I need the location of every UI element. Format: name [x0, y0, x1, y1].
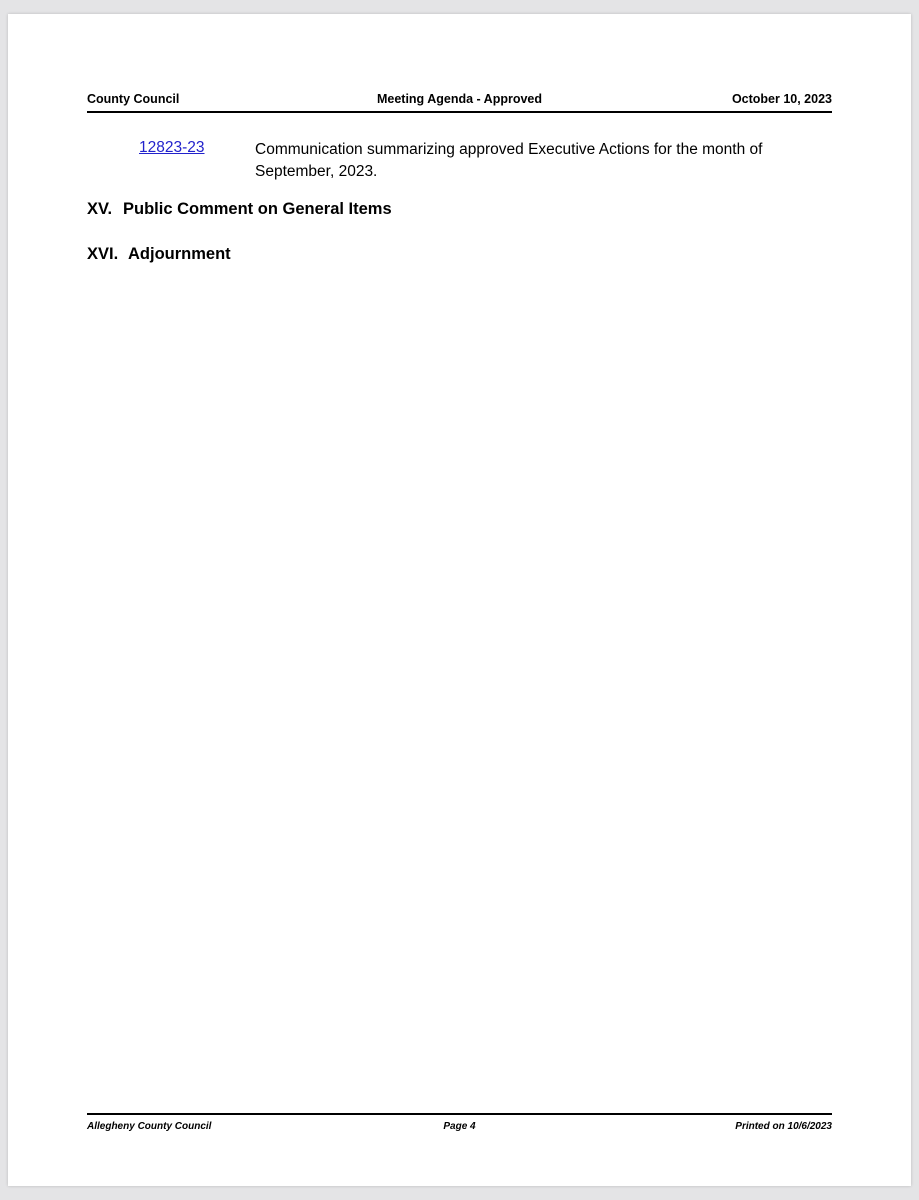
- document-page: [8, 14, 911, 1186]
- header-agenda-title: Meeting Agenda - Approved: [376, 92, 543, 106]
- header-council-name: County Council: [87, 92, 180, 106]
- header-meeting-date: October 10, 2023: [731, 92, 832, 106]
- file-number-link[interactable]: 12823-23: [139, 139, 205, 156]
- footer-organization: Allegheny County Council: [87, 1121, 212, 1132]
- item-description: Communication summarizing approved Executive Actions for the month of September, 2023.: [255, 141, 763, 180]
- page-header: [87, 92, 832, 112]
- section-public-comment: [87, 200, 392, 219]
- section-number: XV.: [87, 200, 113, 218]
- header-divider: [87, 111, 832, 113]
- footer-print-date: Printed on 10/6/2023: [735, 1121, 832, 1132]
- section-adjournment: [87, 245, 231, 264]
- section-title: Adjournment: [128, 245, 231, 263]
- footer-page-number: Page 4: [443, 1121, 476, 1132]
- section-title: Public Comment on General Items: [123, 200, 392, 218]
- footer-divider: [87, 1113, 832, 1115]
- section-number: XVI.: [87, 245, 119, 263]
- page-footer: [87, 1121, 832, 1139]
